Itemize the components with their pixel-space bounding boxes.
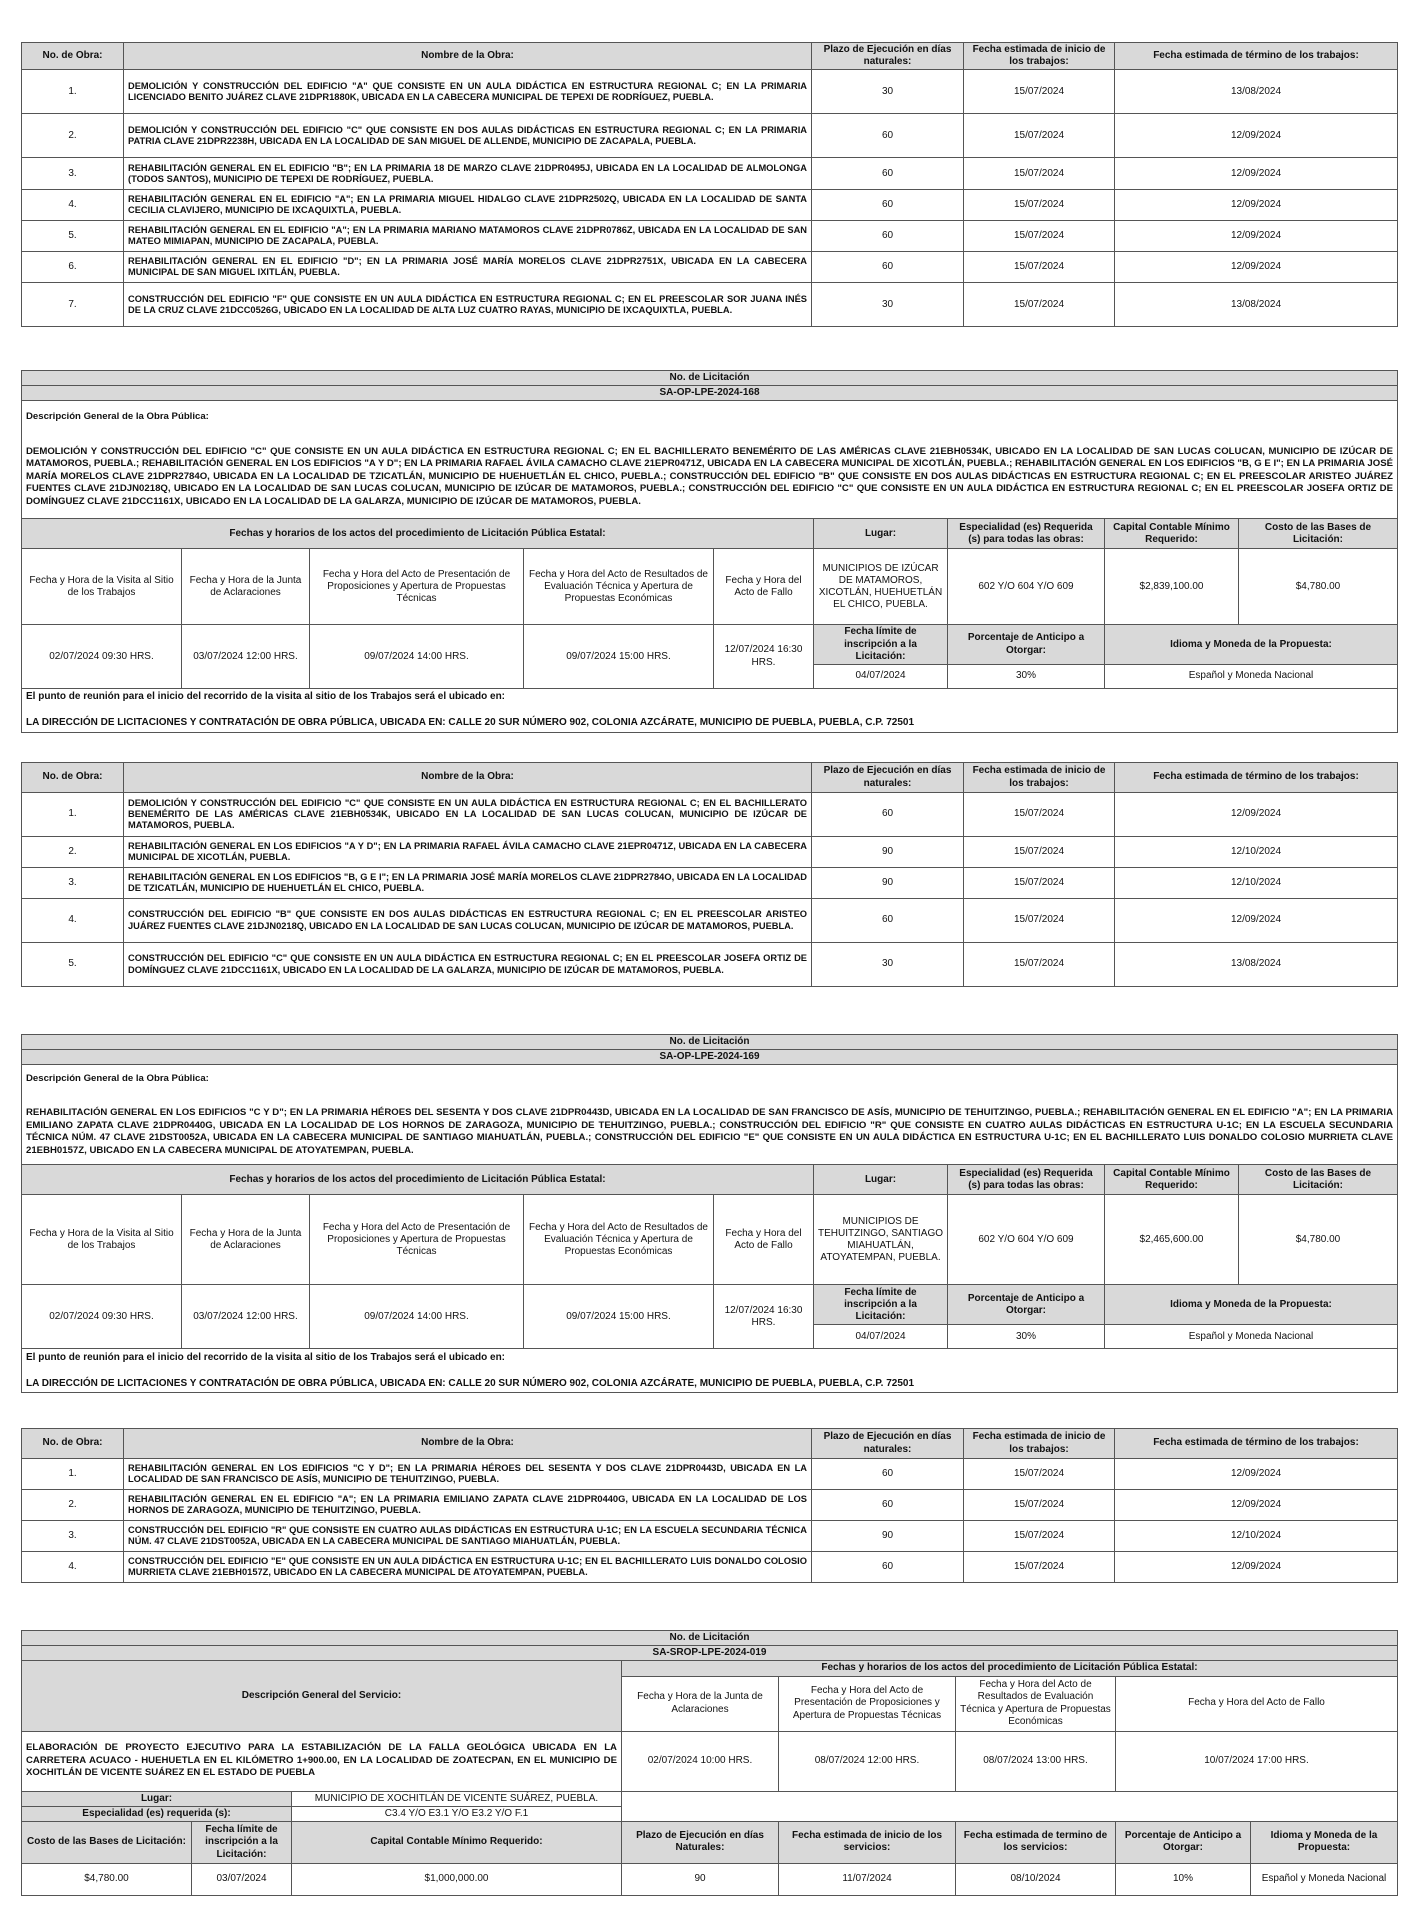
- obra-inicio: 15/07/2024: [964, 1521, 1115, 1552]
- inicio-value: 11/07/2024: [779, 1863, 956, 1895]
- capital-header: Capital Contable Mínimo Requerido:: [292, 1821, 622, 1863]
- header-inicio: Fecha estimada de inicio de los trabajos:: [964, 763, 1115, 793]
- fallo-value: 12/07/2024 16:30 HRS.: [714, 1285, 814, 1349]
- lugar-value: MUNICIPIO DE XOCHITLÁN DE VICENTE SUÁREZ, PUEBLA.: [292, 1791, 622, 1806]
- obra-termino: 12/09/2024: [1115, 158, 1398, 190]
- obra-name: REHABILITACIÓN GENERAL EN LOS EDIFICIOS "B, G E I"; EN LA PRIMARIA JOSÉ MARÍA MORELOS CLAVE 21DPR2784O, UBICADA EN LA LOCALIDAD DE TZICATLÁN, MUNICIPIO DE HUEHUETLÁN EL CHICO, PUEBLA.: [124, 868, 812, 899]
- obra-inicio: 15/07/2024: [964, 1552, 1115, 1583]
- obra-termino: 12/09/2024: [1115, 1490, 1398, 1521]
- header-nombre: Nombre de la Obra:: [124, 1429, 812, 1459]
- descripcion-text: REHABILITACIÓN GENERAL EN LOS EDIFICIOS "C Y D"; EN LA PRIMARIA HÉROES DEL SESENTA Y DOS CLAVE 21DPR0443D, UBICADA EN LA LOCALIDAD DE SAN FRANCISCO DE ASÍS, MUNICIPIO DE TEHUITZINGO, PUEBLA.; REHABILITACIÓN GENERAL EN EL EDIFICIO "A"; EN LA PRIMARIA EMILIANO ZAPATA CLAVE 21DPR0440G, UBICADA EN LA LOCALIDAD DE LOS HORNOS DE ZARAGOZA, MUNICIPIO DE TEHUITZINGO, PUEBLA.; CONSTRUCCIÓN DEL EDIFICIO "R" QUE CONSISTE EN CUATRO AULAS DIDÁCTICAS EN ESTRUCTURA U-1C; EN LA ESCUELA SECUNDARIA TÉCNICA NÚM. 47 CLAVE 21DST0052A, UBICADA EN LA CABECERA MUNICIPAL DE SANTIAGO MIAHUATLÁN, PUEBLA.; CONSTRUCCIÓN DEL EDIFICIO "E" QUE CONSISTE EN UN AULA DIDÁCTICA EN ESTRUCTURA U-1C; EN EL BACHILLERATO LUIS DONALDO COLOSIO MURRIETA CLAVE 21EBH0157Z, UBICADO EN LA CABECERA MUNICIPAL DE ATOYATEMPAN, PUEBLA.: [26, 1107, 1393, 1156]
- obra-number: 4.: [22, 899, 124, 943]
- table-row: [22, 190, 1398, 221]
- obra-termino: 13/08/2024: [1115, 283, 1398, 327]
- descripcion-general: [22, 1065, 1398, 1165]
- obra-number: 2.: [22, 1490, 124, 1521]
- anticipo-header: Porcentaje de Anticipo a Otorgar:: [948, 1285, 1105, 1325]
- punto-reunion: [22, 1349, 1398, 1393]
- table-row: [22, 868, 1398, 899]
- obra-name: REHABILITACIÓN GENERAL EN LOS EDIFICIOS "A Y D"; EN LA PRIMARIA RAFAEL ÁVILA CAMACHO CLAVE 21EPR0471Z, UBICADA EN LA CABECERA MUNICIPAL DE XICOTLÁN, PUEBLA.: [124, 837, 812, 868]
- lugar-value: MUNICIPIOS DE TEHUITZINGO, SANTIAGO MIAHUATLÁN, ATOYATEMPAN, PUEBLA.: [814, 1195, 948, 1285]
- obra-name: REHABILITACIÓN GENERAL EN EL EDIFICIO "A"; EN LA PRIMARIA EMILIANO ZAPATA CLAVE 21DPR0440G, UBICADA EN LA LOCALIDAD DE LOS HORNOS DE ZARAGOZA, MUNICIPIO DE TEHUITZINGO, PUEBLA.: [124, 1490, 812, 1521]
- obra-name: REHABILITACIÓN GENERAL EN LOS EDIFICIOS "C Y D"; EN LA PRIMARIA HÉROES DEL SESENTA Y DOS CLAVE 21DPR0443D, UBICADA EN LA LOCALIDAD DE SAN FRANCISCO DE ASÍS, MUNICIPIO DE TEHUITZINGO, PUEBLA.: [124, 1459, 812, 1490]
- obra-number: 3.: [22, 158, 124, 190]
- especialidad-header: Especialidad (es) requerida (s):: [22, 1806, 292, 1821]
- table-row: [22, 943, 1398, 987]
- obra-name: CONSTRUCCIÓN DEL EDIFICIO "C" QUE CONSISTE EN UN AULA DIDÁCTICA EN ESTRUCTURA REGIONAL C; EN EL PREESCOLAR JOSEFA ORTIZ DE DOMÍNGUEZ CLAVE 21DCC1161X, UBICADO EN LA LOCALIDAD DE LA GALARZA, MUNICIPIO DE IZÚCAR DE MATAMOROS, PUEBLA.: [124, 943, 812, 987]
- table-row: [22, 158, 1398, 190]
- obra-number: 1.: [22, 70, 124, 114]
- obra-inicio: 15/07/2024: [964, 114, 1115, 158]
- termino-header: Fecha estimada de termino de los servicios:: [956, 1821, 1116, 1863]
- table-row: [22, 283, 1398, 327]
- costo-value: $4,780.00: [1239, 1195, 1398, 1285]
- costo-value: $4,780.00: [1239, 549, 1398, 625]
- licitacion-number-label: No. de Licitación: [22, 1035, 1398, 1050]
- header-inicio: Fecha estimada de inicio de los trabajos:: [964, 43, 1115, 70]
- table-row: [22, 1552, 1398, 1583]
- obra-number: 5.: [22, 221, 124, 252]
- visita-value: 02/07/2024 09:30 HRS.: [22, 1285, 182, 1349]
- lugar-value: MUNICIPIOS DE IZÚCAR DE MATAMOROS, XICOTLÁN, HUEHUETLÁN EL CHICO, PUEBLA.: [814, 549, 948, 625]
- obra-termino: 13/08/2024: [1115, 943, 1398, 987]
- obra-plazo: 30: [812, 70, 964, 114]
- obra-plazo: 60: [812, 1552, 964, 1583]
- plazo-value: 90: [622, 1863, 779, 1895]
- table-row: [22, 114, 1398, 158]
- obra-plazo: 60: [812, 252, 964, 283]
- obra-inicio: 15/07/2024: [964, 190, 1115, 221]
- obra-termino: 12/10/2024: [1115, 1521, 1398, 1552]
- descripcion-servicio-header: Descripción General del Servicio:: [22, 1661, 622, 1731]
- obra-inicio: 15/07/2024: [964, 793, 1115, 837]
- obra-number: 2.: [22, 114, 124, 158]
- table-row: [22, 70, 1398, 114]
- resultados-value: 08/07/2024 13:00 HRS.: [956, 1731, 1116, 1791]
- obra-name: REHABILITACIÓN GENERAL EN EL EDIFICIO "A"; EN LA PRIMARIA MIGUEL HIDALGO CLAVE 21DPR2502Q, UBICADA EN LA LOCALIDAD DE SANTA CECILIA CLAVIJERO, MUNICIPIO DE IXCAQUIXTLA, PUEBLA.: [124, 190, 812, 221]
- obra-number: 4.: [22, 1552, 124, 1583]
- descripcion-label: Descripción General de la Obra Pública:: [26, 411, 209, 423]
- obra-termino: 12/09/2024: [1115, 1552, 1398, 1583]
- obra-plazo: 60: [812, 114, 964, 158]
- obra-plazo: 60: [812, 158, 964, 190]
- junta-value: 02/07/2024 10:00 HRS.: [622, 1731, 779, 1791]
- obra-plazo: 60: [812, 221, 964, 252]
- obra-termino: 12/10/2024: [1115, 868, 1398, 899]
- obra-name: CONSTRUCCIÓN DEL EDIFICIO "E" QUE CONSISTE EN UN AULA DIDÁCTICA EN ESTRUCTURA U-1C; EN EL BACHILLERATO LUIS DONALDO COLOSIO MURRIETA CLAVE 21EBH0157Z, UBICADO EN LA CABECERA MUNICIPAL DE ATOYATEMPAN, PUEBLA.: [124, 1552, 812, 1583]
- limite-value: 04/07/2024: [814, 1325, 948, 1349]
- anticipo-value: 10%: [1116, 1863, 1251, 1895]
- presentacion-header: Fecha y Hora del Acto de Presentación de Proposiciones y Apertura de Propuestas Técnicas: [310, 1195, 524, 1285]
- idioma-value: Español y Moneda Nacional: [1105, 1325, 1398, 1349]
- obra-termino: 12/09/2024: [1115, 252, 1398, 283]
- capital-value: $1,000,000.00: [292, 1863, 622, 1895]
- limite-header: Fecha límite de inscripción a la Licitación:: [814, 625, 948, 665]
- idioma-header: Idioma y Moneda de la Propuesta:: [1251, 1821, 1398, 1863]
- obra-name: CONSTRUCCIÓN DEL EDIFICIO "F" QUE CONSISTE EN UN AULA DIDÁCTICA EN ESTRUCTURA REGIONAL C; EN EL PREESCOLAR SOR JUANA INÉS DE LA CRUZ CLAVE 21DCC0526G, UBICADO EN LA LOCALIDAD DE ALTA LUZ CUATRO RAYAS, MUNICIPIO DE IXCAQUIXTLA, PUEBLA.: [124, 283, 812, 327]
- idioma-value: Español y Moneda Nacional: [1251, 1863, 1398, 1895]
- fechas-header: Fechas y horarios de los actos del procedimiento de Licitación Pública Estatal:: [22, 1165, 814, 1195]
- fallo-header: Fecha y Hora del Acto de Fallo: [1116, 1676, 1398, 1731]
- especialidad-value: C3.4 Y/O E3.1 Y/O E3.2 Y/O F.1: [292, 1806, 622, 1821]
- obra-termino: 12/09/2024: [1115, 1459, 1398, 1490]
- obra-termino: 12/09/2024: [1115, 190, 1398, 221]
- header-plazo: Plazo de Ejecución en días naturales:: [812, 43, 964, 70]
- table-row: [22, 837, 1398, 868]
- anticipo-header: Porcentaje de Anticipo a Otorgar:: [948, 625, 1105, 665]
- presentacion-value: 09/07/2024 14:00 HRS.: [310, 625, 524, 689]
- visita-header: Fecha y Hora de la Visita al Sitio de los Trabajos: [22, 549, 182, 625]
- obra-number: 3.: [22, 868, 124, 899]
- fallo-header: Fecha y Hora del Acto de Fallo: [714, 549, 814, 625]
- capital-value: $2,465,600.00: [1105, 1195, 1239, 1285]
- descripcion-servicio: ELABORACIÓN DE PROYECTO EJECUTIVO PARA LA ESTABILIZACIÓN DE LA FALLA GEOLÓGICA UBICADA EN LA CARRETERA ACUACO - HUEHUETLA EN EL KILÓMETRO 1+900.00, EN LA LOCALIDAD DE ZOATECPAN, EN EL MUNICIPIO DE XOCHITLÁN DE VICENTE SUÁREZ EN EL ESTADO DE PUEBLA: [22, 1731, 622, 1791]
- fechas-header: Fechas y horarios de los actos del procedimiento de Licitación Pública Estatal:: [622, 1661, 1398, 1676]
- obra-inicio: 15/07/2024: [964, 1490, 1115, 1521]
- table-row: [22, 899, 1398, 943]
- header-no-obra: No. de Obra:: [22, 1429, 124, 1459]
- licitacion-number: SA-SROP-LPE-2024-019: [22, 1646, 1398, 1661]
- termino-value: 08/10/2024: [956, 1863, 1116, 1895]
- idioma-value: Español y Moneda Nacional: [1105, 664, 1398, 688]
- licitacion-number: SA-OP-LPE-2024-168: [22, 386, 1398, 401]
- obra-termino: 13/08/2024: [1115, 70, 1398, 114]
- obra-inicio: 15/07/2024: [964, 868, 1115, 899]
- idioma-header: Idioma y Moneda de la Propuesta:: [1105, 625, 1398, 665]
- header-inicio: Fecha estimada de inicio de los trabajos:: [964, 1429, 1115, 1459]
- costo-header: Costo de las Bases de Licitación:: [1239, 1165, 1398, 1195]
- obra-plazo: 90: [812, 868, 964, 899]
- licitacion-number-label: No. de Licitación: [22, 1631, 1398, 1646]
- header-termino: Fecha estimada de término de los trabajos:: [1115, 763, 1398, 793]
- punto-reunion-address: LA DIRECCIÓN DE LICITACIONES Y CONTRATACIÓN DE OBRA PÚBLICA, UBICADA EN: CALLE 20 SUR NÚMERO 902, COLONIA AZCÁRATE, MUNICIPIO DE PUEBLA, PUEBLA, C.P. 72501: [26, 717, 915, 729]
- obra-name: DEMOLICIÓN Y CONSTRUCCIÓN DEL EDIFICIO "C" QUE CONSISTE EN DOS AULAS DIDÁCTICAS EN ESTRUCTURA REGIONAL C; EN LA PRIMARIA PATRIA CLAVE 21DPR2238H, UBICADA EN LA LOCALIDAD DE SAN MIGUEL DE ALLENDE, MUNICIPIO DE ZACAPALA, PUEBLA.: [124, 114, 812, 158]
- punto-reunion-label: El punto de reunión para el inicio del recorrido de la visita al sitio de los Trabajos será el ubicado en:: [26, 1351, 506, 1363]
- obra-number: 3.: [22, 1521, 124, 1552]
- obra-name: CONSTRUCCIÓN DEL EDIFICIO "R" QUE CONSISTE EN CUATRO AULAS DIDÁCTICAS EN ESTRUCTURA U-1C; EN LA ESCUELA SECUNDARIA TÉCNICA NÚM. 47 CLAVE 21DST0052A, UBICADA EN LA CABECERA MUNICIPAL DE SANTIAGO MIAHUATLÁN, PUEBLA.: [124, 1521, 812, 1552]
- especialidad-header: Especialidad (es) Requerida (s) para todas las obras:: [948, 519, 1105, 549]
- table-row: [22, 221, 1398, 252]
- header-plazo: Plazo de Ejecución en días naturales:: [812, 763, 964, 793]
- obra-number: 5.: [22, 943, 124, 987]
- capital-header: Capital Contable Mínimo Requerido:: [1105, 519, 1239, 549]
- resultados-header: Fecha y Hora del Acto de Resultados de Evaluación Técnica y Apertura de Propuestas Económicas: [524, 1195, 714, 1285]
- junta-value: 03/07/2024 12:00 HRS.: [182, 625, 310, 689]
- obra-name: REHABILITACIÓN GENERAL EN EL EDIFICIO "B"; EN LA PRIMARIA 18 DE MARZO CLAVE 21DPR0495J, UBICADA EN LA LOCALIDAD DE ALMOLONGA (TODOS SANTOS), MUNICIPIO DE TEPEXI DE RODRÍGUEZ, PUEBLA.: [124, 158, 812, 190]
- obra-termino: 12/09/2024: [1115, 899, 1398, 943]
- lugar-header: Lugar:: [814, 1165, 948, 1195]
- costo-header: Costo de las Bases de Licitación:: [1239, 519, 1398, 549]
- obra-number: 6.: [22, 252, 124, 283]
- especialidad-value: 602 Y/O 604 Y/O 609: [948, 1195, 1105, 1285]
- especialidad-header: Especialidad (es) Requerida (s) para todas las obras:: [948, 1165, 1105, 1195]
- obra-name: REHABILITACIÓN GENERAL EN EL EDIFICIO "A"; EN LA PRIMARIA MARIANO MATAMOROS CLAVE 21DPR0786Z, UBICADA EN LA LOCALIDAD DE SAN MATEO MIMIAPAN, MUNICIPIO DE ZACAPALA, PUEBLA.: [124, 221, 812, 252]
- table-row: [22, 252, 1398, 283]
- obra-plazo: 90: [812, 837, 964, 868]
- obra-number: 7.: [22, 283, 124, 327]
- obras-table-169: [21, 1428, 1398, 1583]
- junta-header: Fecha y Hora de la Junta de Aclaraciones: [622, 1676, 779, 1731]
- obra-plazo: 30: [812, 943, 964, 987]
- licitacion-169-block: [21, 1034, 1398, 1393]
- obra-plazo: 60: [812, 793, 964, 837]
- anticipo-value: 30%: [948, 1325, 1105, 1349]
- descripcion-general: [22, 401, 1398, 519]
- header-termino: Fecha estimada de término de los trabajos:: [1115, 1429, 1398, 1459]
- header-nombre: Nombre de la Obra:: [124, 763, 812, 793]
- obra-plazo: 60: [812, 1490, 964, 1521]
- obra-name: DEMOLICIÓN Y CONSTRUCCIÓN DEL EDIFICIO "C" QUE CONSISTE EN UN AULA DIDÁCTICA EN ESTRUCTURA REGIONAL C; EN EL BACHILLERATO BENEMÉRITO DE LAS AMÉRICAS CLAVE 21EBH0534K, UBICADO EN LA LOCALIDAD DE SAN LUCAS COLUCAN, MUNICIPIO DE IZÚCAR DE MATAMOROS, PUEBLA.: [124, 793, 812, 837]
- obra-number: 4.: [22, 190, 124, 221]
- obra-number: 1.: [22, 1459, 124, 1490]
- fallo-value: 10/07/2024 17:00 HRS.: [1116, 1731, 1398, 1791]
- descripcion-label: Descripción General de la Obra Pública:: [26, 1072, 209, 1084]
- junta-value: 03/07/2024 12:00 HRS.: [182, 1285, 310, 1349]
- inicio-header: Fecha estimada de inicio de los servicios:: [779, 1821, 956, 1863]
- punto-reunion-address: LA DIRECCIÓN DE LICITACIONES Y CONTRATACIÓN DE OBRA PÚBLICA, UBICADA EN: CALLE 20 SUR NÚMERO 902, COLONIA AZCÁRATE, MUNICIPIO DE PUEBLA, PUEBLA, C.P. 72501: [26, 1377, 915, 1389]
- visita-header: Fecha y Hora de la Visita al Sitio de los Trabajos: [22, 1195, 182, 1285]
- resultados-header: Fecha y Hora del Acto de Resultados de Evaluación Técnica y Apertura de Propuestas Económicas: [524, 549, 714, 625]
- limite-header: Fecha límite de inscripción a la Licitación:: [814, 1285, 948, 1325]
- header-no-obra: No. de Obra:: [22, 763, 124, 793]
- table-row: [22, 1459, 1398, 1490]
- table-row: [22, 1521, 1398, 1552]
- junta-header: Fecha y Hora de la Junta de Aclaraciones: [182, 549, 310, 625]
- obra-inicio: 15/07/2024: [964, 252, 1115, 283]
- lugar-header: Lugar:: [22, 1791, 292, 1806]
- descripcion-text: DEMOLICIÓN Y CONSTRUCCIÓN DEL EDIFICIO "C" QUE CONSISTE EN UN AULA DIDÁCTICA EN ESTRUCTURA REGIONAL C; EN EL BACHILLERATO BENEMÉRITO DE LAS AMÉRICAS CLAVE 21EBH0534K, UBICADO EN LA LOCALIDAD DE SAN LUCAS COLUCAN, MUNICIPIO DE IZÚCAR DE MATAMOROS, PUEBLA.; REHABILITACIÓN GENERAL EN LOS EDIFICIOS "A Y D"; EN LA PRIMARIA RAFAEL ÁVILA CAMACHO CLAVE 21EPR0471Z, UBICADA EN LA CABECERA MUNICIPAL DE XICOTLÁN, PUEBLA.; REHABILITACIÓN GENERAL EN LOS EDIFICIOS "B, G E I"; EN LA PRIMARIA JOSÉ MARÍA MORELOS CLAVE 21DPR2784O, UBICADA EN LA LOCALIDAD DE TZICATLÁN, MUNICIPIO DE HUEHUETLÁN EL CHICO, PUEBLA.; CONSTRUCCIÓN DEL EDIFICIO "B" QUE CONSISTE EN DOS AULAS DIDÁCTICAS EN ESTRUCTURA REGIONAL C; EN EL PREESCOLAR ARISTEO JUÁREZ FUENTES CLAVE 21DJN0218Q, UBICADO EN LA LOCALIDAD DE SAN LUCAS COLUCAN, MUNICIPIO DE IZÚCAR DE MATAMOROS, PUEBLA.; CONSTRUCCIÓN DEL EDIFICIO "C" QUE CONSISTE EN UN AULA DIDÁCTICA EN ESTRUCTURA REGIONAL C; EN EL PREESCOLAR JOSEFA ORTIZ DE DOMÍNGUEZ CLAVE 21DCC1161X, UBICADO EN LA LOCALIDAD DE LA GALARZA, MUNICIPIO DE IZÚCAR DE MATAMOROS, PUEBLA.: [26, 445, 1393, 507]
- lugar-header: Lugar:: [814, 519, 948, 549]
- visita-value: 02/07/2024 09:30 HRS.: [22, 625, 182, 689]
- table-row: [22, 1490, 1398, 1521]
- obra-inicio: 15/07/2024: [964, 283, 1115, 327]
- obra-inicio: 15/07/2024: [964, 943, 1115, 987]
- obra-name: REHABILITACIÓN GENERAL EN EL EDIFICIO "D"; EN LA PRIMARIA JOSÉ MARÍA MORELOS CLAVE 21DPR2751X, UBICADA EN LA CABECERA MUNICIPAL DE SAN MIGUEL IXITLÁN, PUEBLA.: [124, 252, 812, 283]
- plazo-header: Plazo de Ejecución en días Naturales:: [622, 1821, 779, 1863]
- resultados-value: 09/07/2024 15:00 HRS.: [524, 625, 714, 689]
- costo-header: Costo de las Bases de Licitación:: [22, 1821, 192, 1863]
- obras-table-1: [21, 42, 1398, 327]
- licitacion-srop-block: [21, 1630, 1398, 1896]
- licitacion-168-block: [21, 370, 1398, 733]
- obra-plazo: 60: [812, 190, 964, 221]
- obras-table-168: [21, 762, 1398, 987]
- punto-reunion-label: El punto de reunión para el inicio del recorrido de la visita al sitio de los Trabajos será el ubicado en:: [26, 691, 506, 703]
- licitacion-number-label: No. de Licitación: [22, 371, 1398, 386]
- resultados-value: 09/07/2024 15:00 HRS.: [524, 1285, 714, 1349]
- fechas-header: Fechas y horarios de los actos del procedimiento de Licitación Pública Estatal:: [22, 519, 814, 549]
- obra-plazo: 60: [812, 899, 964, 943]
- obra-name: CONSTRUCCIÓN DEL EDIFICIO "B" QUE CONSISTE EN DOS AULAS DIDÁCTICAS EN ESTRUCTURA REGIONAL C; EN EL PREESCOLAR ARISTEO JUÁREZ FUENTES CLAVE 21DJN0218Q, UBICADO EN LA LOCALIDAD DE SAN LUCAS COLUCAN, MUNICIPIO DE IZÚCAR DE MATAMOROS, PUEBLA.: [124, 899, 812, 943]
- obra-number: 2.: [22, 837, 124, 868]
- header-no-obra: No. de Obra:: [22, 43, 124, 70]
- anticipo-value: 30%: [948, 664, 1105, 688]
- punto-reunion: [22, 688, 1398, 732]
- obra-name: DEMOLICIÓN Y CONSTRUCCIÓN DEL EDIFICIO "A" QUE CONSISTE EN UN AULA DIDÁCTICA EN ESTRUCTURA REGIONAL C; EN LA PRIMARIA LICENCIADO BENITO JUÁREZ CLAVE 21DPR1880K, UBICADA EN LA CABECERA MUNICIPAL DE TEPEXI DE RODRÍGUEZ, PUEBLA.: [124, 70, 812, 114]
- limite-value: 03/07/2024: [192, 1863, 292, 1895]
- especialidad-value: 602 Y/O 604 Y/O 609: [948, 549, 1105, 625]
- presentacion-header: Fecha y Hora del Acto de Presentación de Proposiciones y Apertura de Propuestas Técnicas: [310, 549, 524, 625]
- obra-termino: 12/09/2024: [1115, 114, 1398, 158]
- fallo-header: Fecha y Hora del Acto de Fallo: [714, 1195, 814, 1285]
- obra-inicio: 15/07/2024: [964, 1459, 1115, 1490]
- obra-termino: 12/09/2024: [1115, 793, 1398, 837]
- obra-termino: 12/10/2024: [1115, 837, 1398, 868]
- presentacion-header: Fecha y Hora del Acto de Presentación de Proposiciones y Apertura de Propuestas Técnicas: [779, 1676, 956, 1731]
- costo-value: $4,780.00: [22, 1863, 192, 1895]
- fallo-value: 12/07/2024 16:30 HRS.: [714, 625, 814, 689]
- obra-plazo: 90: [812, 1521, 964, 1552]
- table-row: [22, 793, 1398, 837]
- obra-inicio: 15/07/2024: [964, 837, 1115, 868]
- limite-header: Fecha límite de inscripción a la Licitación:: [192, 1821, 292, 1863]
- obra-number: 1.: [22, 793, 124, 837]
- presentacion-value: 08/07/2024 12:00 HRS.: [779, 1731, 956, 1791]
- obra-inicio: 15/07/2024: [964, 899, 1115, 943]
- resultados-header: Fecha y Hora del Acto de Resultados de Evaluación Técnica y Apertura de Propuestas Económicas: [956, 1676, 1116, 1731]
- obra-inicio: 15/07/2024: [964, 221, 1115, 252]
- presentacion-value: 09/07/2024 14:00 HRS.: [310, 1285, 524, 1349]
- obra-inicio: 15/07/2024: [964, 70, 1115, 114]
- capital-header: Capital Contable Mínimo Requerido:: [1105, 1165, 1239, 1195]
- header-plazo: Plazo de Ejecución en días naturales:: [812, 1429, 964, 1459]
- obra-termino: 12/09/2024: [1115, 221, 1398, 252]
- limite-value: 04/07/2024: [814, 664, 948, 688]
- anticipo-header: Porcentaje de Anticipo a Otorgar:: [1116, 1821, 1251, 1863]
- header-termino: Fecha estimada de término de los trabajos:: [1115, 43, 1398, 70]
- capital-value: $2,839,100.00: [1105, 549, 1239, 625]
- obra-inicio: 15/07/2024: [964, 158, 1115, 190]
- obra-plazo: 60: [812, 1459, 964, 1490]
- licitacion-number: SA-OP-LPE-2024-169: [22, 1050, 1398, 1065]
- junta-header: Fecha y Hora de la Junta de Aclaraciones: [182, 1195, 310, 1285]
- idioma-header: Idioma y Moneda de la Propuesta:: [1105, 1285, 1398, 1325]
- obra-plazo: 30: [812, 283, 964, 327]
- header-nombre: Nombre de la Obra:: [124, 43, 812, 70]
